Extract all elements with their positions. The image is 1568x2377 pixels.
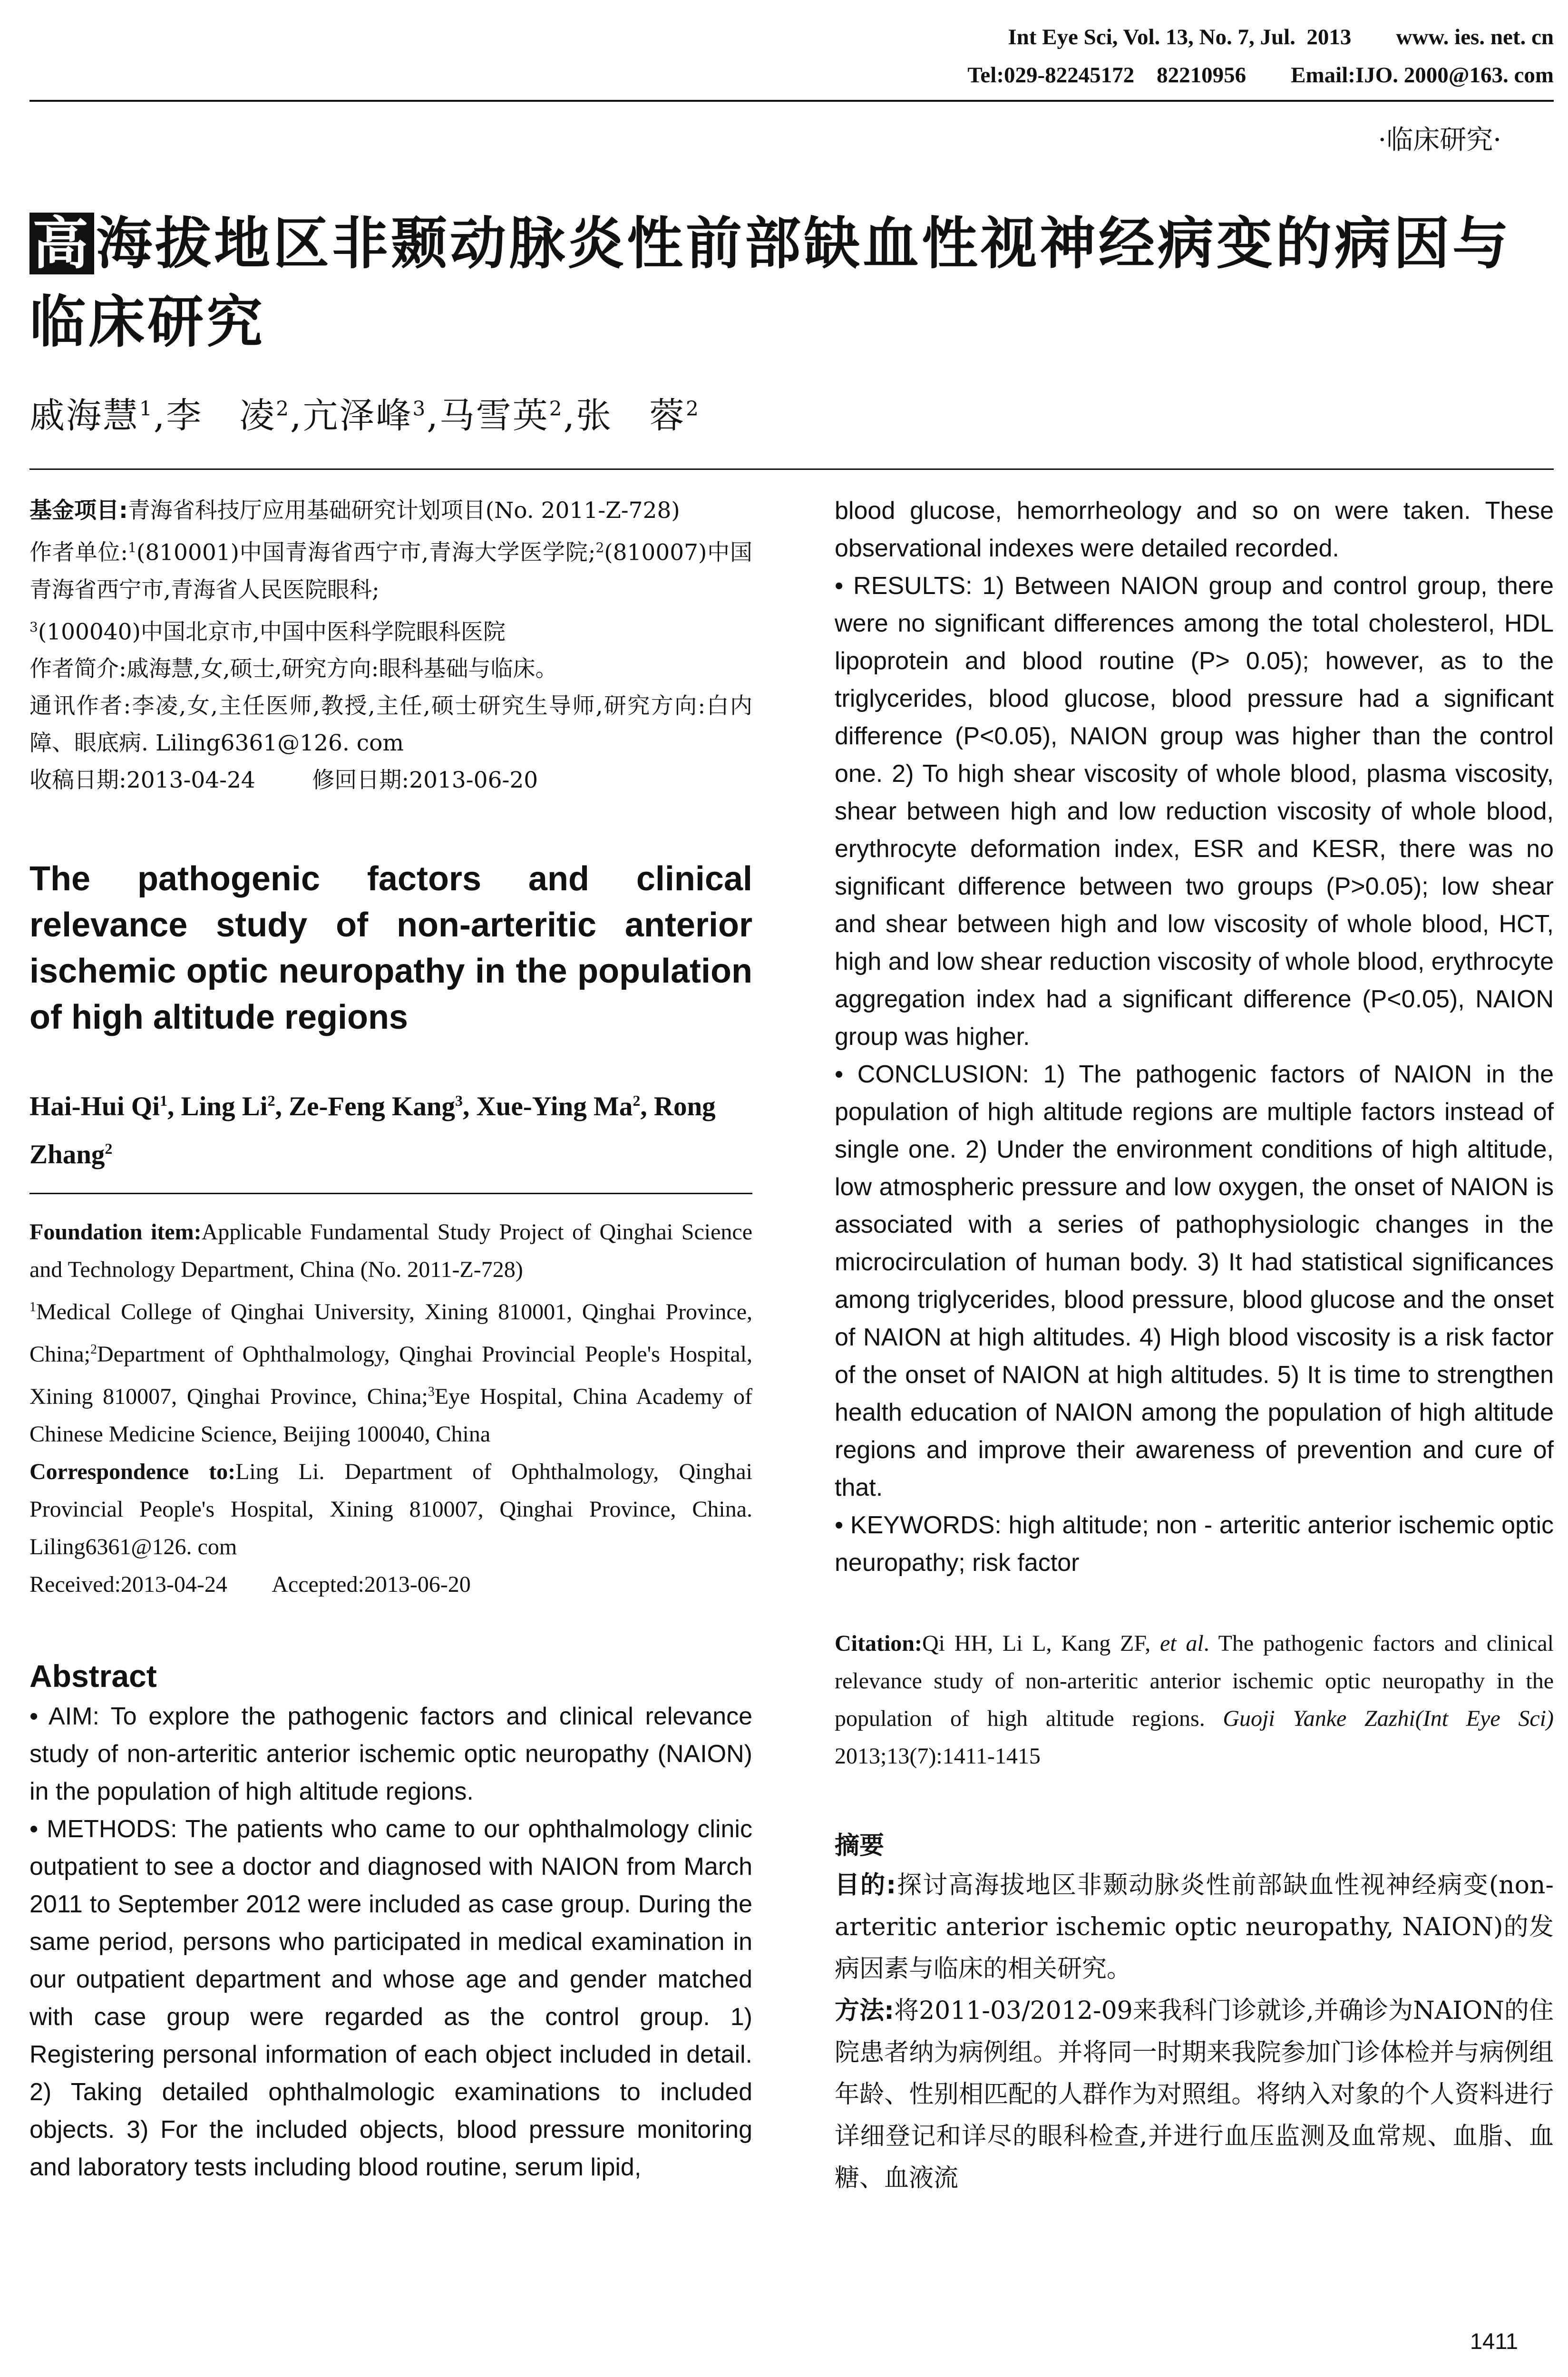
- affil-1: Medical College of Qinghai University, Xining 810001, Qinghai Province, China;: [29, 1299, 752, 1367]
- author-name: Ling Li: [181, 1091, 268, 1122]
- unit-info-cn: [29, 529, 752, 651]
- right-column: [835, 492, 1554, 2199]
- author-affil-sup: 1: [159, 1092, 167, 1110]
- citation-etal: et al: [1159, 1631, 1204, 1656]
- unit-sup: 2: [595, 540, 604, 555]
- affil-2: Department of Ophthalmology, Qinghai Provincial People's Hospital, Xining 810007, Qinghai Province, China;: [29, 1342, 752, 1410]
- author-name: Ze-Feng Kang: [289, 1091, 456, 1122]
- abstract-aim: • AIM: To explore the pathogenic factors and clinical relevance study of non-arteritic anterior ischemic optic neuropathy (NAION) in the population of high altitude regions.: [29, 1703, 752, 1806]
- dates-en: Received:2013-04-24 Accepted:2013-06-20: [29, 1572, 471, 1598]
- fund-text: 青海省科技厅应用基础研究计划项目(No. 2011-Z-728): [127, 497, 680, 524]
- unit-1: (810001)中国青海省西宁市,青海大学医学院;: [136, 539, 596, 566]
- title-first-char: 高: [29, 213, 94, 274]
- article-title-en: The pathogenic factors and clinical relevance study of non-arteritic anterior ischemic optic neuropathy in the population of high altitude regions: [29, 860, 752, 1037]
- affiliations-en: [29, 1288, 752, 1453]
- dates-cn: 收稿日期:2013-04-24 修回日期:2013-06-20: [29, 767, 538, 794]
- zhaiyao-heading: 摘要: [835, 1831, 885, 1860]
- correspondence-en: [29, 1453, 752, 1566]
- zhaiyao-methods: [835, 1990, 1554, 2199]
- author-name: 亢泽峰: [302, 395, 413, 436]
- correspondence-label: Correspondence to:: [29, 1459, 236, 1485]
- author-name: 李 凌: [166, 395, 276, 436]
- contact-header-line: Tel:029-82245172 82210956 Email:IJO. 2000@163. com: [967, 63, 1554, 88]
- unit-label: 作者单位:: [29, 539, 128, 566]
- zhaiyao-aim-text: 探讨高海拔地区非颞动脉炎性前部缺血性视神经病变(non-arteritic anterior ischemic optic neuropathy, NAION)的发病因素与临床的相关研究。: [835, 1871, 1554, 1983]
- author-name: Xue-Ying Ma: [476, 1091, 633, 1122]
- zhaiyao-aim-label: 目的:: [835, 1871, 896, 1900]
- unit-sup: 3: [29, 619, 38, 635]
- zhaiyao-methods-label: 方法:: [835, 1997, 894, 2025]
- author-affil-sup: 2: [105, 1140, 113, 1158]
- author-rule: [29, 1193, 752, 1194]
- author-affil-sup: 2: [549, 397, 564, 420]
- abstract-methods-part2: blood glucose, hemorrheology and so on were taken. These observational indexes were detailed recorded.: [835, 497, 1554, 562]
- zhaiyao-aim: [835, 1864, 1554, 1990]
- author-list-cn: 戚海慧$^1$,李 凌$^2$,亢泽峰$^3$,马雪英$^2$,张 蓉$^2$: [29, 395, 700, 436]
- author-affil-sup: 2: [686, 397, 700, 420]
- title-text: 海拔地区非颞动脉炎性前部缺血性视神经病变的病因与临床研究: [29, 211, 1512, 355]
- affil-sup: 1: [29, 1300, 36, 1315]
- correspondence-text: Ling Li. Department of Ophthalmology, Qinghai Provincial People's Hospital, Xining 810007, Qinghai Province, China. Liling6361@126. com: [29, 1459, 752, 1560]
- abstract-heading: Abstract: [29, 1658, 157, 1694]
- abstract-methods-part1: • METHODS: The patients who came to our ophthalmology clinic outpatient to see a doctor and diagnosed with NAION from March 2011 to September 2012 were included as case group. During the same period, persons who participated in medical examination in our outpatient department and whose age and gender matched with case group were regarded as the control group. 1) Registering personal information of each object included in detail. 2) Taking detailed ophthalmologic examinations to included objects. 3) For the included objects, blood pressure monitoring and laboratory tests including blood routine, serum lipid,: [29, 1815, 752, 2182]
- foundation-label: Foundation item:: [29, 1219, 202, 1245]
- affil-sup: 3: [428, 1384, 435, 1400]
- citation-title: . The pathogenic factors and clinical relevance study of non-arteritic anterior ischemic optic neuropathy in the population of high altitude regions.: [835, 1631, 1554, 1731]
- fund-label: 基金项目:: [29, 497, 128, 524]
- left-column: [29, 492, 752, 2186]
- bio-cn: 作者简介:戚海慧,女,硕士,研究方向:眼科基础与临床。: [29, 656, 558, 682]
- affil-sup: 2: [90, 1342, 97, 1357]
- author-affil-sup: 2: [276, 397, 290, 420]
- author-affil-sup: 2: [267, 1092, 275, 1110]
- journal-header-line: Int Eye Sci, Vol. 13, No. 7, Jul. 2013 www. ies. net. cn: [1008, 25, 1554, 49]
- title-rule: [29, 468, 1554, 470]
- abstract-results: • RESULTS: 1) Between NAION group and control group, there were no significant differences among the total cholesterol, HDL lipoprotein and blood routine (P> 0.05); however, as to the triglycerides, blood glucose, blood pressure had a significant difference (P<0.05), NAION group was higher than the control one. 2) To high shear viscosity of whole blood, plasma viscosity, shear between high and low reduction viscosity of whole blood, erythrocyte deformation index, ESR and KESR, there was no significant difference between two groups (P>0.05); low shear and shear between high and low viscosity of whole blood, HCT, high and low shear reduction viscosity of whole blood, erythrocyte aggregation index had a significant difference (P<0.05), NAION group was higher.: [835, 572, 1554, 1051]
- citation-volume: 2013;13(7):1411-1415: [835, 1744, 1041, 1769]
- author-name: 马雪英: [439, 395, 549, 436]
- citation-label: Citation:: [835, 1631, 922, 1656]
- author-affil-sup: 3: [455, 1092, 463, 1110]
- foundation-text: Applicable Fundamental Study Project of Qinghai Science and Technology Department, China (No. 2011-Z-728): [29, 1219, 752, 1283]
- correspondence-cn: 通讯作者:李凌,女,主任医师,教授,主任,硕士研究生导师,研究方向:白内障、眼底病. Liling6361@126. com: [29, 693, 752, 757]
- unit-3: (100040)中国北京市,中国中医科学院眼科医院: [38, 619, 506, 645]
- author-affil-sup: 2: [633, 1092, 641, 1110]
- author-list-en: Hai-Hui Qi$^1$, Ling Li$^2$, Ze-Feng Kang$^3$, Xue-Ying Ma$^2$, Rong Zhang$^2$: [29, 1091, 716, 1170]
- article-title-cn: [29, 205, 1551, 361]
- fund-info-cn: [29, 492, 752, 529]
- author-name: 戚海慧: [29, 395, 139, 436]
- unit-sup: 1: [128, 540, 136, 555]
- abstract-conclusion: • CONCLUSION: 1) The pathogenic factors of NAION in the population of high altitude regions are multiple factors instead of single one. 2) Under the environment conditions of high altitude, low atmospheric pressure and low oxygen, the onset of NAION is associated with a series of pathophysiologic changes in the microcirculation of human body. 3) It had statistical significances among triglycerides, blood pressure, blood glucose and the onset of NAION at high altitudes. 4) High blood viscosity is a risk factor of the onset of NAION at high altitudes. 5) It is time to strengthen health education of NAION among the population of high altitude regions and improve their awareness of prevention and cure of that.: [835, 1061, 1554, 1501]
- affil-3: Eye Hospital, China Academy of Chinese Medicine Science, Beijing 100040, China: [29, 1384, 752, 1447]
- section-label: ·临床研究·: [1378, 125, 1501, 156]
- page-number: 1411: [1470, 2328, 1518, 2354]
- citation: [835, 1625, 1554, 1775]
- abstract-keywords: • KEYWORDS: high altitude; non - arteritic anterior ischemic optic neuropathy; risk factor: [835, 1511, 1554, 1577]
- zhaiyao-methods-text: 将2011-03/2012-09来我科门诊就诊,并确诊为NAION的住院患者纳为病例组。并将同一时期来我院参加门诊体检并与病例组年龄、性别相匹配的人群作为对照组。将纳入对象的个人资料进行详细登记和详尽的眼科检查,并进行血压监测及血常规、血脂、血糖、血液流: [835, 1997, 1554, 2192]
- foundation-en: [29, 1213, 752, 1288]
- header-rule: [29, 100, 1554, 102]
- author-name: Hai-Hui Qi: [29, 1091, 160, 1122]
- author-affil-sup: 1: [139, 397, 154, 420]
- info-en: [29, 1213, 752, 1603]
- author-name: Rong Zhang: [29, 1091, 716, 1170]
- citation-journal: Guoji Yanke Zazhi(Int Eye Sci): [1223, 1706, 1554, 1731]
- author-name: 张 蓉: [576, 395, 686, 436]
- citation-authors: Qi HH, Li L, Kang ZF,: [922, 1631, 1160, 1656]
- unit-2: (810007)中国青海省西宁市,青海省人民医院眼科;: [29, 539, 752, 603]
- author-affil-sup: 3: [412, 397, 427, 420]
